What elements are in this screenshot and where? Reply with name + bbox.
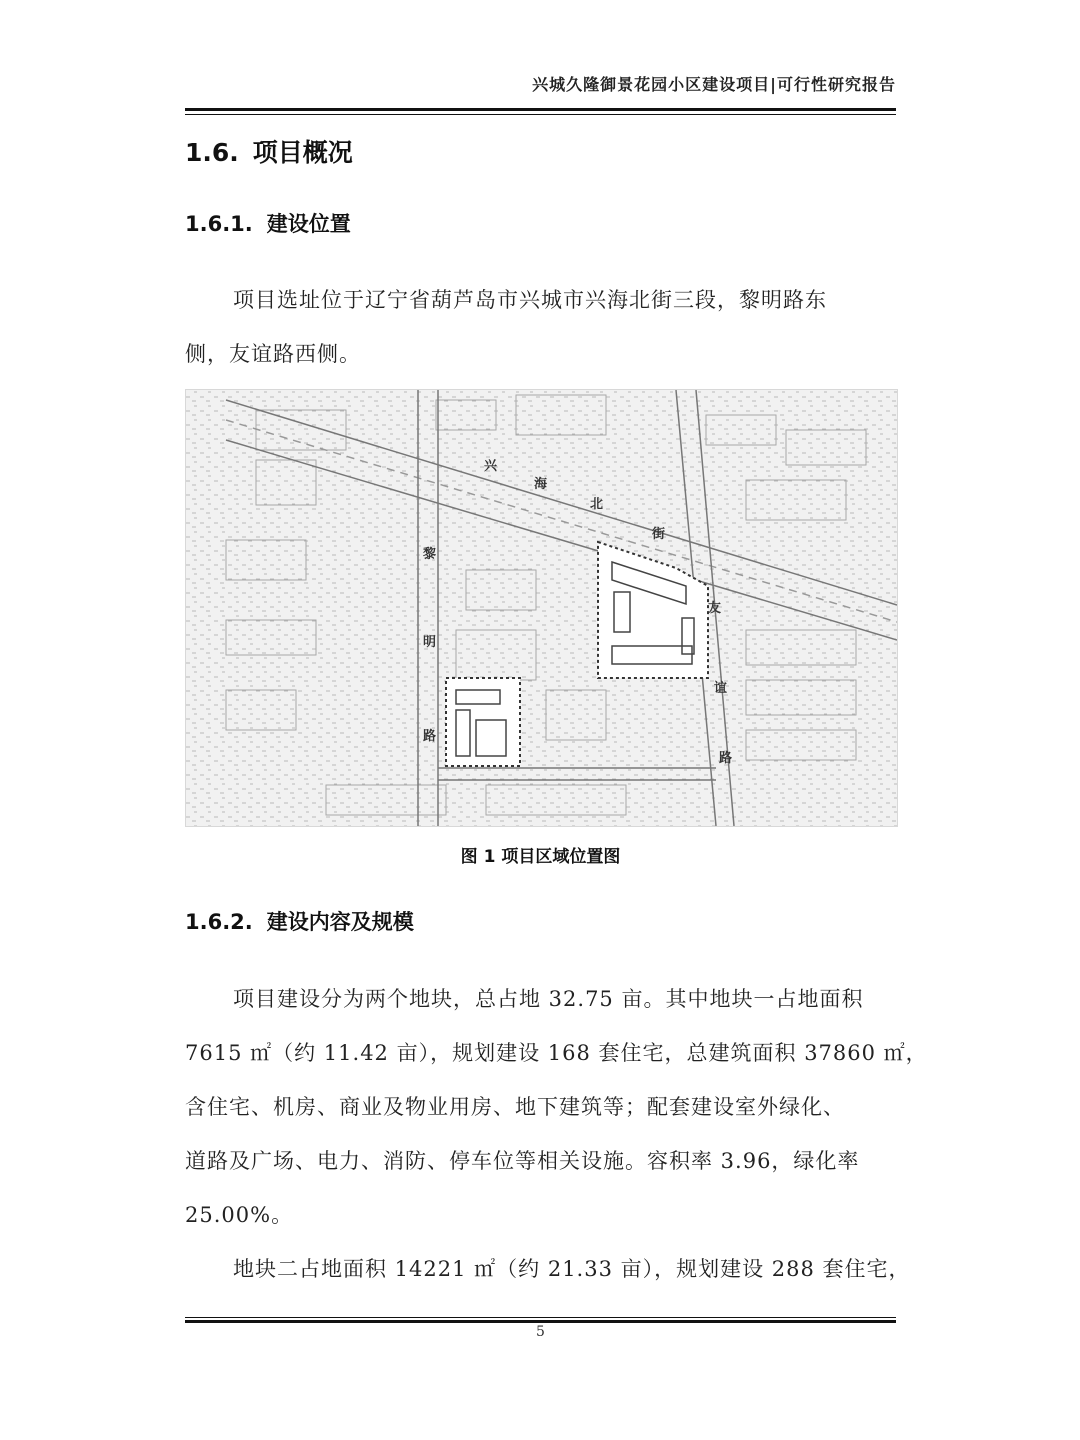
paragraph-line: 地块二占地面积 14221 ㎡（约 21.33 亩），规划建设 288 套住宅，	[233, 1257, 911, 1281]
paragraph-line: 7615 ㎡（约 11.42 亩），规划建设 168 套住宅，总建筑面积 37860 ㎡，	[185, 1041, 928, 1065]
map-label: 路	[423, 729, 437, 744]
paragraph-line: 项目选址位于辽宁省葫芦岛市兴城市兴海北街三段，黎明路东	[233, 288, 827, 312]
paragraph-line: 道路及广场、电力、消防、停车位等相关设施。容积率 3.96，绿化率	[185, 1149, 860, 1173]
scope-paragraph-two	[185, 1242, 911, 1296]
subsection-heading-scope	[185, 906, 414, 936]
map-label: 谊	[714, 681, 728, 696]
paragraph-line: 项目建设分为两个地块，总占地 32.75 亩。其中地块一占地面积	[233, 987, 864, 1011]
page-number: 5	[536, 1324, 545, 1340]
section-title: 项目概况	[252, 138, 353, 167]
subsection-heading-location	[185, 208, 351, 238]
location-paragraph	[185, 273, 896, 381]
subsection-title: 建设内容及规模	[266, 910, 414, 934]
map-label: 明	[423, 635, 437, 650]
site-parcel-two	[446, 678, 520, 766]
section-number: 1.6.	[185, 138, 239, 167]
subsection-number: 1.6.1.	[185, 212, 253, 236]
scope-paragraph-one	[185, 972, 928, 1242]
map-label: 兴	[484, 459, 498, 474]
paragraph-line: 侧，友谊路西侧。	[185, 342, 361, 366]
map-label: 路	[719, 751, 733, 766]
header-rule-thin	[185, 114, 896, 115]
paragraph-line: 25.00%。	[185, 1203, 294, 1227]
figure-caption: 图 1 项目区域位置图	[460, 847, 621, 867]
footer-rule	[185, 1320, 896, 1323]
section-heading	[185, 133, 353, 169]
footer-rule-thin	[185, 1317, 896, 1318]
subsection-title: 建设位置	[266, 212, 351, 236]
site-location-map	[185, 389, 898, 827]
running-header: 兴城久隆御景花园小区建设项目|可行性研究报告	[532, 75, 896, 94]
subsection-number: 1.6.2.	[185, 910, 253, 934]
header-rule	[185, 108, 896, 111]
paragraph-line: 含住宅、机房、商业及物业用房、地下建筑等；配套建设室外绿化、	[185, 1095, 845, 1119]
map-label: 黎	[423, 547, 437, 562]
map-label: 北	[590, 497, 604, 512]
site-plan-drawing	[186, 390, 897, 826]
map-label: 海	[534, 477, 548, 492]
map-label: 友	[708, 601, 722, 616]
map-label: 街	[652, 527, 666, 542]
